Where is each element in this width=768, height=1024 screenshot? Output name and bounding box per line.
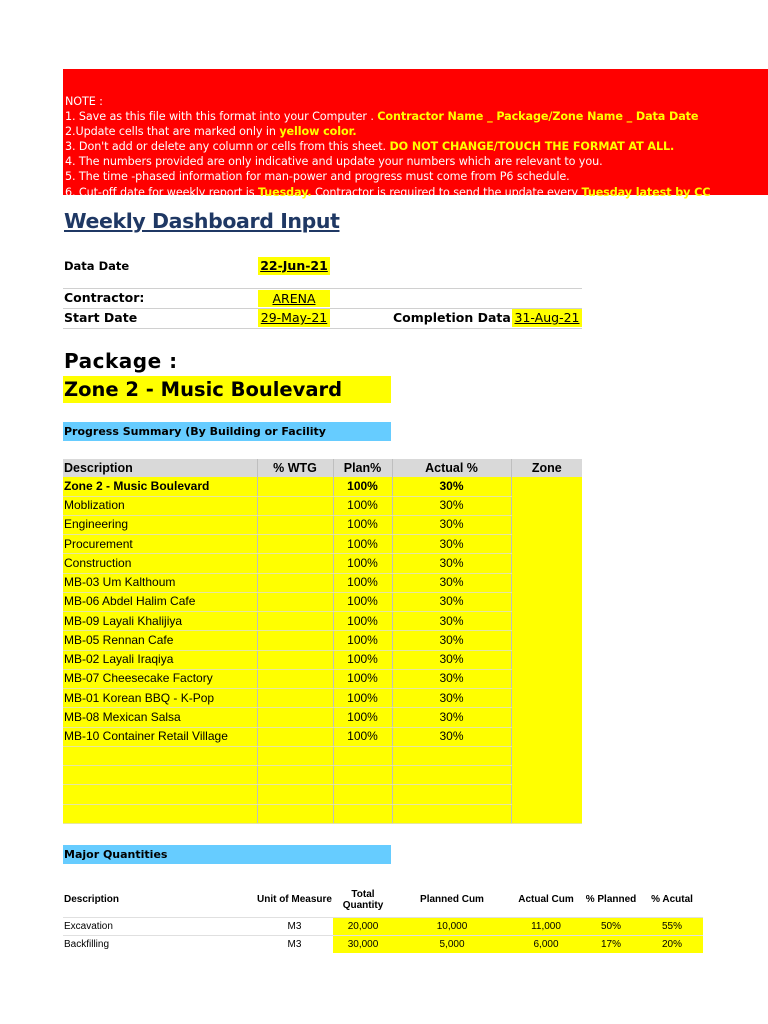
- row-wtg[interactable]: [257, 535, 333, 554]
- major-quantities-header: Major Quantities: [63, 845, 391, 864]
- table-row: [63, 669, 582, 688]
- table-row: [63, 515, 582, 534]
- table-row: [63, 918, 703, 936]
- row-actual[interactable]: [392, 804, 511, 823]
- note-text: Contractor is required to send the update every: [311, 185, 582, 199]
- row-plan[interactable]: 100%: [333, 573, 392, 592]
- row-description[interactable]: [63, 804, 257, 823]
- row-description[interactable]: MB-08 Mexican Salsa: [63, 708, 257, 727]
- row-description[interactable]: MB-03 Um Kalthoum: [63, 573, 257, 592]
- qcol-unit: Unit of Measure: [256, 894, 332, 905]
- row-wtg[interactable]: [257, 496, 333, 515]
- note-line: [65, 139, 768, 154]
- row-plan[interactable]: 100%: [333, 612, 392, 631]
- row-wtg[interactable]: [257, 785, 333, 804]
- quantities-header-row: [63, 882, 703, 918]
- qcol-planned-cum: Planned Cum: [420, 894, 484, 905]
- row-actual[interactable]: 30%: [392, 515, 511, 534]
- row-actual-cum[interactable]: 6,000: [511, 936, 581, 954]
- row-plan[interactable]: 100%: [333, 631, 392, 650]
- row-plan[interactable]: [333, 804, 392, 823]
- row-plan[interactable]: [333, 766, 392, 785]
- row-planned-cum[interactable]: 10,000: [393, 918, 511, 936]
- row-actual[interactable]: 30%: [392, 669, 511, 688]
- note-text: 3. Don't add or delete any column or cells from this sheet.: [65, 140, 390, 154]
- note-text: 6. Cut-off date for weekly report is: [65, 185, 258, 199]
- row-actual[interactable]: 30%: [392, 573, 511, 592]
- row-description[interactable]: Engineering: [63, 515, 257, 534]
- note-text: 1. Save as this file with this format into your Computer .: [65, 110, 378, 124]
- row-unit: M3: [256, 918, 333, 936]
- row-wtg[interactable]: [257, 650, 333, 669]
- row-planned-cum[interactable]: 5,000: [393, 936, 511, 954]
- col-description: Description: [63, 459, 257, 477]
- table-row: [63, 592, 582, 611]
- qcol-actual-cum: Actual Cum: [518, 894, 574, 905]
- table-row: [63, 573, 582, 592]
- note-text: 5. The time -phased information for man-power and progress must come from P6 schedule.: [65, 170, 570, 184]
- row-actual[interactable]: 30%: [392, 496, 511, 515]
- start-date-label: Start Date: [64, 310, 138, 325]
- row-plan[interactable]: [333, 746, 392, 765]
- row-description[interactable]: MB-07 Cheesecake Factory: [63, 669, 257, 688]
- table-row: [63, 804, 582, 823]
- table-row: [63, 689, 582, 708]
- row-actual-cum[interactable]: 11,000: [511, 918, 581, 936]
- row-description[interactable]: Moblization: [63, 496, 257, 515]
- row-actual[interactable]: 30%: [392, 727, 511, 746]
- note-line: [65, 94, 768, 109]
- progress-body: [63, 477, 582, 823]
- row-wtg[interactable]: [257, 727, 333, 746]
- note-banner: [63, 69, 768, 199]
- qcol-description: Description: [64, 894, 120, 905]
- row-plan[interactable]: 100%: [333, 515, 392, 534]
- table-row: [63, 631, 582, 650]
- row-pct-planned[interactable]: 17%: [581, 936, 641, 954]
- note-highlight: Tuesday latest by CC: [581, 185, 711, 199]
- row-actual[interactable]: [392, 766, 511, 785]
- row-description[interactable]: [63, 785, 257, 804]
- row-plan[interactable]: 100%: [333, 689, 392, 708]
- row-description[interactable]: MB-02 Layali Iraqiya: [63, 650, 257, 669]
- quantities-table: [63, 882, 703, 953]
- progress-table: [63, 459, 582, 824]
- qcol-pct-actual: % Acutal: [651, 894, 693, 905]
- row-plan[interactable]: 100%: [333, 535, 392, 554]
- progress-summary-header: Progress Summary (By Building or Facility: [63, 422, 391, 441]
- note-line: [65, 185, 768, 200]
- row-pct-planned[interactable]: 50%: [581, 918, 641, 936]
- col-wtg: % WTG: [257, 459, 333, 477]
- note-line: [65, 109, 768, 124]
- table-row: [63, 535, 582, 554]
- row-divider: [63, 288, 582, 289]
- row-plan[interactable]: 100%: [333, 592, 392, 611]
- row-description[interactable]: Construction: [63, 554, 257, 573]
- row-plan[interactable]: [333, 785, 392, 804]
- row-description: Backfilling: [63, 936, 256, 954]
- row-wtg[interactable]: [257, 477, 333, 496]
- row-wtg[interactable]: [257, 804, 333, 823]
- completion-date-value[interactable]: 31-Aug-21: [512, 309, 582, 327]
- row-wtg[interactable]: [257, 515, 333, 534]
- contractor-label: Contractor:: [64, 290, 145, 305]
- row-wtg[interactable]: [257, 592, 333, 611]
- zone-cell[interactable]: [511, 477, 582, 823]
- table-row: [63, 612, 582, 631]
- row-description[interactable]: [63, 746, 257, 765]
- note-line: [65, 169, 768, 184]
- row-actual[interactable]: 30%: [392, 592, 511, 611]
- row-unit: M3: [256, 936, 333, 954]
- qcol-pct-planned: % Planned: [585, 894, 637, 905]
- row-description[interactable]: MB-10 Container Retail Village: [63, 727, 257, 746]
- row-total-quantity[interactable]: 20,000: [333, 918, 393, 936]
- col-zone: Zone: [511, 459, 582, 477]
- row-plan[interactable]: 100%: [333, 650, 392, 669]
- row-wtg[interactable]: [257, 708, 333, 727]
- row-wtg[interactable]: [257, 746, 333, 765]
- row-actual[interactable]: 30%: [392, 477, 511, 496]
- table-row: [63, 727, 582, 746]
- col-plan: Plan%: [333, 459, 392, 477]
- row-actual[interactable]: 30%: [392, 631, 511, 650]
- completion-date-label: Completion Data: [393, 310, 511, 325]
- data-date-label: Data Date: [64, 259, 130, 273]
- row-description[interactable]: [63, 766, 257, 785]
- table-row: [63, 554, 582, 573]
- row-description[interactable]: Procurement: [63, 535, 257, 554]
- table-row: [63, 785, 582, 804]
- note-text: 4. The numbers provided are only indicative and update your numbers which are relevant to you.: [65, 155, 603, 169]
- row-plan[interactable]: 100%: [333, 477, 392, 496]
- row-wtg[interactable]: [257, 689, 333, 708]
- package-label: Package :: [64, 349, 178, 373]
- row-wtg[interactable]: [257, 573, 333, 592]
- row-wtg[interactable]: [257, 554, 333, 573]
- row-wtg[interactable]: [257, 631, 333, 650]
- row-description[interactable]: Zone 2 - Music Boulevard: [63, 477, 257, 496]
- table-row: [63, 650, 582, 669]
- row-plan[interactable]: 100%: [333, 669, 392, 688]
- row-description[interactable]: MB-01 Korean BBQ - K-Pop: [63, 689, 257, 708]
- row-description[interactable]: MB-06 Abdel Halim Cafe: [63, 592, 257, 611]
- row-actual[interactable]: 30%: [392, 650, 511, 669]
- row-actual[interactable]: 30%: [392, 689, 511, 708]
- progress-header-row: [63, 459, 582, 477]
- note-line: [65, 124, 768, 139]
- row-wtg[interactable]: [257, 612, 333, 631]
- row-wtg[interactable]: [257, 766, 333, 785]
- row-actual[interactable]: 30%: [392, 535, 511, 554]
- row-actual[interactable]: [392, 785, 511, 804]
- note-text: NOTE :: [65, 95, 103, 108]
- row-pct-actual[interactable]: 55%: [641, 918, 703, 936]
- row-actual[interactable]: 30%: [392, 708, 511, 727]
- quantities-body: [63, 918, 703, 954]
- row-actual[interactable]: 30%: [392, 612, 511, 631]
- row-pct-actual[interactable]: 20%: [641, 936, 703, 954]
- row-description: Excavation: [63, 918, 256, 936]
- row-wtg[interactable]: [257, 669, 333, 688]
- note-highlight: yellow color.: [279, 125, 357, 139]
- table-row: [63, 746, 582, 765]
- table-row: [63, 766, 582, 785]
- table-row: [63, 477, 582, 496]
- row-actual[interactable]: 30%: [392, 554, 511, 573]
- row-plan[interactable]: 100%: [333, 496, 392, 515]
- row-divider: [63, 328, 582, 329]
- data-date-value[interactable]: 22-Jun-21: [258, 257, 330, 275]
- col-actual: Actual %: [392, 459, 511, 477]
- table-row: [63, 936, 703, 954]
- table-row: [63, 496, 582, 515]
- page-title: Weekly Dashboard Input: [64, 209, 340, 233]
- note-line: [65, 154, 768, 169]
- note-highlight: DO NOT CHANGE/TOUCH THE FORMAT AT ALL.: [389, 140, 675, 154]
- row-actual[interactable]: [392, 746, 511, 765]
- note-highlight: Contractor Name _ Package/Zone Name _ Data Date: [377, 110, 699, 124]
- row-plan[interactable]: 100%: [333, 727, 392, 746]
- table-row: [63, 708, 582, 727]
- row-total-quantity[interactable]: 30,000: [333, 936, 393, 954]
- note-text: 2.Update cells that are marked only in: [65, 125, 280, 139]
- row-plan[interactable]: 100%: [333, 708, 392, 727]
- zone-name[interactable]: Zone 2 - Music Boulevard: [63, 376, 391, 403]
- row-description[interactable]: MB-09 Layali Khalijiya: [63, 612, 257, 631]
- row-plan[interactable]: 100%: [333, 554, 392, 573]
- start-date-value[interactable]: 29-May-21: [258, 309, 330, 327]
- note-highlight: Tuesday.: [257, 185, 312, 199]
- qcol-total: Total Quantity: [342, 888, 384, 911]
- row-description[interactable]: MB-05 Rennan Cafe: [63, 631, 257, 650]
- contractor-value[interactable]: ARENA: [258, 290, 330, 307]
